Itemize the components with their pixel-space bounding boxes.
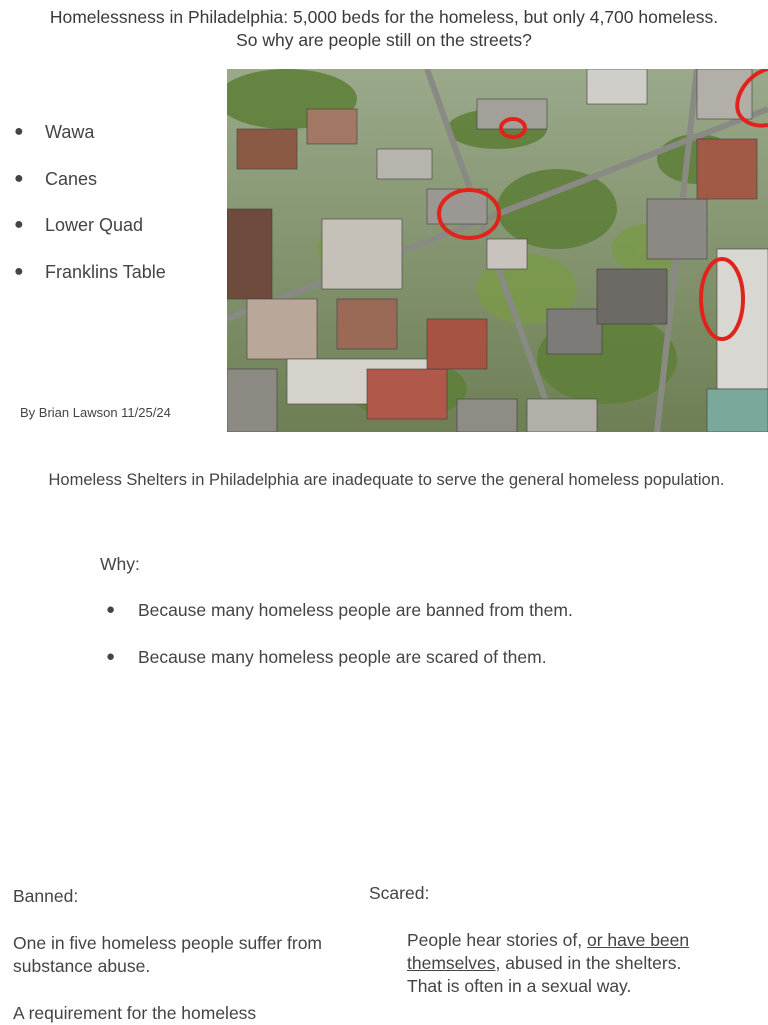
scared-text-b: , abused in the shelters. That is often in a sexual way.: [407, 953, 682, 996]
location-label: Franklins Table: [45, 261, 166, 282]
list-item: [14, 258, 166, 305]
banned-paragraph-1: One in five homeless people suffer from substance abuse.: [13, 933, 323, 976]
scared-text-a: People hear stories of,: [407, 930, 587, 950]
reason-text: Because many homeless people are banned from them.: [138, 600, 573, 620]
bullet-icon: ●: [106, 601, 116, 618]
list-item: [14, 165, 166, 212]
bullet-icon: ●: [14, 123, 24, 140]
title-line-2: So why are people still on the streets?: [236, 30, 532, 50]
aerial-photo-illustration: [227, 69, 768, 432]
why-heading: Why:: [100, 554, 140, 574]
banned-heading: Banned:: [13, 886, 79, 906]
subtitle: Homeless Shelters in Philadelphia are inadequate to serve the general homeless population.: [48, 471, 725, 489]
list-item: [106, 597, 573, 644]
list-item: [14, 211, 166, 258]
banned-paragraph-2: A requirement for the homeless: [13, 1003, 257, 1023]
reason-text: Because many homeless people are scared of them.: [138, 647, 547, 667]
bullet-icon: ●: [14, 169, 24, 187]
bullet-icon: ●: [106, 648, 116, 665]
location-label: Lower Quad: [45, 215, 144, 236]
bullet-icon: ●: [14, 262, 24, 280]
aerial-campus-photo: [227, 69, 768, 432]
list-item: [106, 644, 573, 691]
location-label: Canes: [45, 168, 98, 189]
page-title: [0, 6, 768, 52]
title-line-1: Homelessness in Philadelphia: 5,000 beds for the homeless, but only 4,700 homeless.: [49, 7, 719, 27]
scared-text-underlined: or have been themselves: [407, 930, 690, 973]
list-item: [14, 118, 166, 165]
byline: By Brian Lawson 11/25/24: [20, 405, 171, 420]
bullet-icon: ●: [14, 216, 24, 234]
scared-heading: Scared:: [369, 883, 430, 903]
location-list: [14, 118, 166, 304]
reason-list: [106, 597, 573, 691]
location-label: Wawa: [45, 122, 95, 142]
scared-paragraph: [407, 929, 707, 998]
